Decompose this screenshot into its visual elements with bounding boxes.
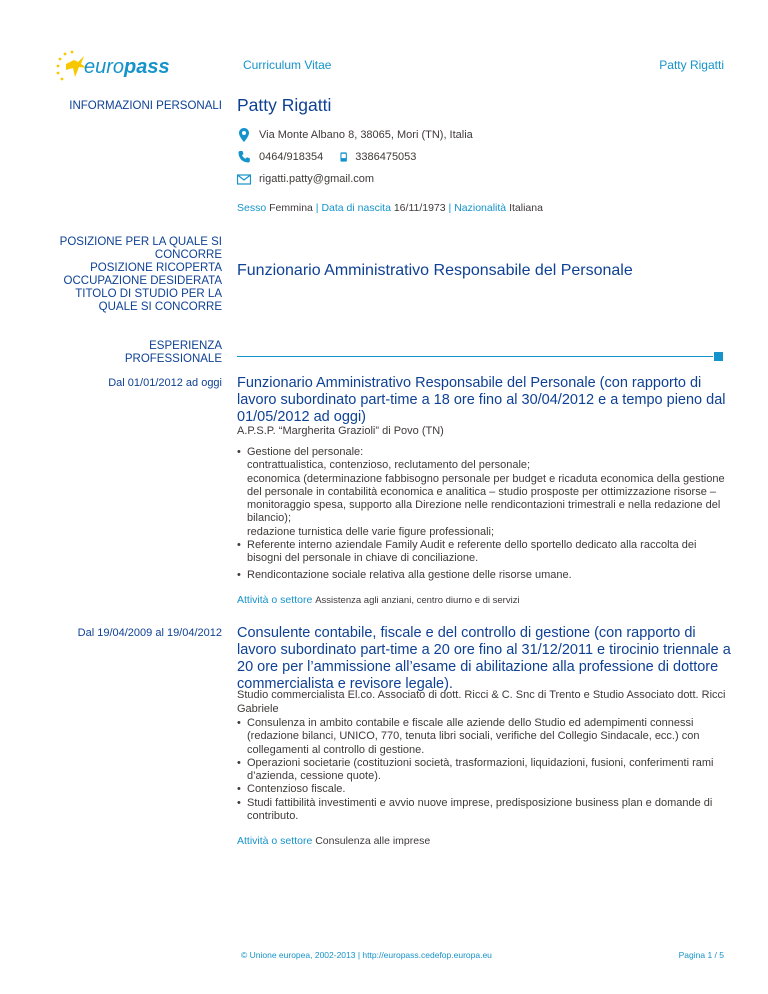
page-number: Pagina 1 / 5 (678, 950, 724, 960)
sector-label: Attività o settore (237, 594, 313, 606)
position-label-line: POSIZIONE PER LA QUALE SI (59, 236, 222, 248)
experience-label (125, 340, 222, 366)
list-item: • Operazioni societarie (costituzioni società, trasformazioni, liquidazioni, fusioni, conferimenti rami d’azienda, cessione quote). (237, 757, 727, 784)
position-label-line: POSIZIONE RICOPERTA (90, 262, 222, 274)
list-item: • Consulenza in ambito contabile e fiscale alle aziende dello Studio ed adempimenti connessi (redazione bilanci, UNICO, 770, tenuta libri sociali, verifiche del Collegio Sindacale, ecc.) con collegamenti al controllo di gestione. (237, 717, 727, 757)
sector-label: Attività o settore (237, 835, 313, 847)
nationality-value: Italiana (509, 202, 543, 214)
location-pin-icon (237, 128, 251, 142)
phone-icon (237, 150, 251, 164)
experience-label-line: PROFESSIONALE (124, 353, 222, 365)
job-activities (237, 717, 727, 823)
logo-text-pass: pass (124, 56, 170, 78)
section-divider-square (714, 352, 723, 361)
job-dates: Dal 01/01/2012 ad oggi (108, 377, 222, 389)
job-title: Consulente contabile, fiscale e del controllo di gestione (con rapporto di lavoro subordinato part-time a 20 ore fino al 31/12/2011 e tirocinio triennale a 20 ore per l’ammissione all’esame di abilitazione alla professione di dottore commercialista e revisore legale). (237, 625, 731, 692)
footer-copyright[interactable]: © Unione europea, 2002-2013 | http://europass.cedefop.europa.eu (241, 950, 492, 960)
position-title: Funzionario Amministrativo Responsabile del Personale (237, 262, 633, 279)
list-item: • Studi fattibilità investimenti e avvio nuove imprese, predisposizione business plan e domande di contributo. (237, 797, 727, 824)
job-dates: Dal 19/04/2009 al 19/04/2012 (77, 627, 222, 639)
sector-value: Assistenza agli anziani, centro diurno e di servizi (315, 595, 520, 606)
position-label-line: OCCUPAZIONE DESIDERATA (63, 275, 222, 287)
phone-row (237, 149, 416, 165)
position-label-line: CONCORRE (154, 249, 222, 261)
header-name: Patty Rigatti (659, 58, 724, 72)
address-text: Via Monte Albano 8, 38065, Mori (TN), Italia (259, 129, 473, 141)
mobile-text: 3386475053 (355, 151, 417, 163)
separator: | (315, 202, 319, 214)
bullet-heading: Gestione del personale: (247, 446, 364, 458)
bullet-subline: redazione turnistica delle varie figure professionali; (247, 525, 495, 538)
envelope-icon (237, 172, 251, 186)
list-item: • Referente interno aziendale Family Audit e referente dello sportello dedicato alla raccolta dei bisogni del personale in chiave di conciliazione. (237, 539, 727, 566)
address-row (237, 127, 473, 143)
sector-line (237, 835, 430, 847)
logo-text-euro: euro (84, 56, 125, 78)
separator: | (448, 202, 452, 214)
job-employer: Studio commercialista El.co. Associato di dott. Ricci & C. Snc di Trento e Studio Associato dott. Ricci Gabriele (237, 689, 726, 715)
mobile-phone-icon (339, 150, 349, 164)
email-row (237, 171, 374, 187)
list-item (237, 446, 727, 539)
position-label (60, 236, 222, 314)
email-link[interactable]: rigatti.patty@gmail.com (259, 173, 375, 185)
person-name: Patty Rigatti (237, 95, 332, 115)
sector-line (237, 594, 520, 606)
list-item: • Rendicontazione sociale relativa alla gestione delle risorse umane. (237, 569, 727, 582)
birth-label: Data di nascita (321, 202, 391, 214)
personal-details-line (237, 202, 543, 214)
personal-info-label: INFORMAZIONI PERSONALI (69, 100, 222, 112)
bullet-subline: economica (determinazione fabbisogno personale per budget e ricaduta economica della gestione del personale in contabilità economica e analitica – studio prosposte per ottimizzazione risorse – monitoraggio spesa, supporto alla Direzione nelle rendicontazioni trimestrali e nella redazione del bilancio); (247, 472, 725, 525)
sex-value: Femmina (269, 202, 313, 214)
job-activities-extra (237, 569, 727, 582)
doc-title: Curriculum Vitae (243, 58, 332, 72)
sex-label: Sesso (237, 202, 267, 214)
job-employer: A.P.S.P. “Margherita Grazioli” di Povo (TN) (237, 425, 444, 437)
bullet-subline: contrattualistica, contenzioso, reclutamento del personale; (247, 459, 531, 472)
section-divider (237, 356, 713, 357)
phone-text: 0464/918354 (259, 151, 324, 163)
nationality-label: Nazionalità (454, 202, 507, 214)
sector-value: Consulenza alle imprese (315, 835, 431, 847)
birth-value: 16/11/1973 (393, 202, 446, 214)
job-activities (237, 446, 727, 566)
job-title: Funzionario Amministrativo Responsabile del Personale (con rapporto di lavoro subordinato part-time a 18 ore fino al 30/04/2012 e a tempo pieno dal 01/05/2012 ad oggi) (237, 375, 726, 425)
experience-label-line: ESPERIENZA (149, 340, 222, 352)
list-item: • Contenzioso fiscale. (237, 783, 727, 796)
position-label-line: TITOLO DI STUDIO PER LA (75, 288, 222, 300)
europass-logo (54, 50, 170, 86)
position-label-line: QUALE SI CONCORRE (98, 301, 222, 313)
